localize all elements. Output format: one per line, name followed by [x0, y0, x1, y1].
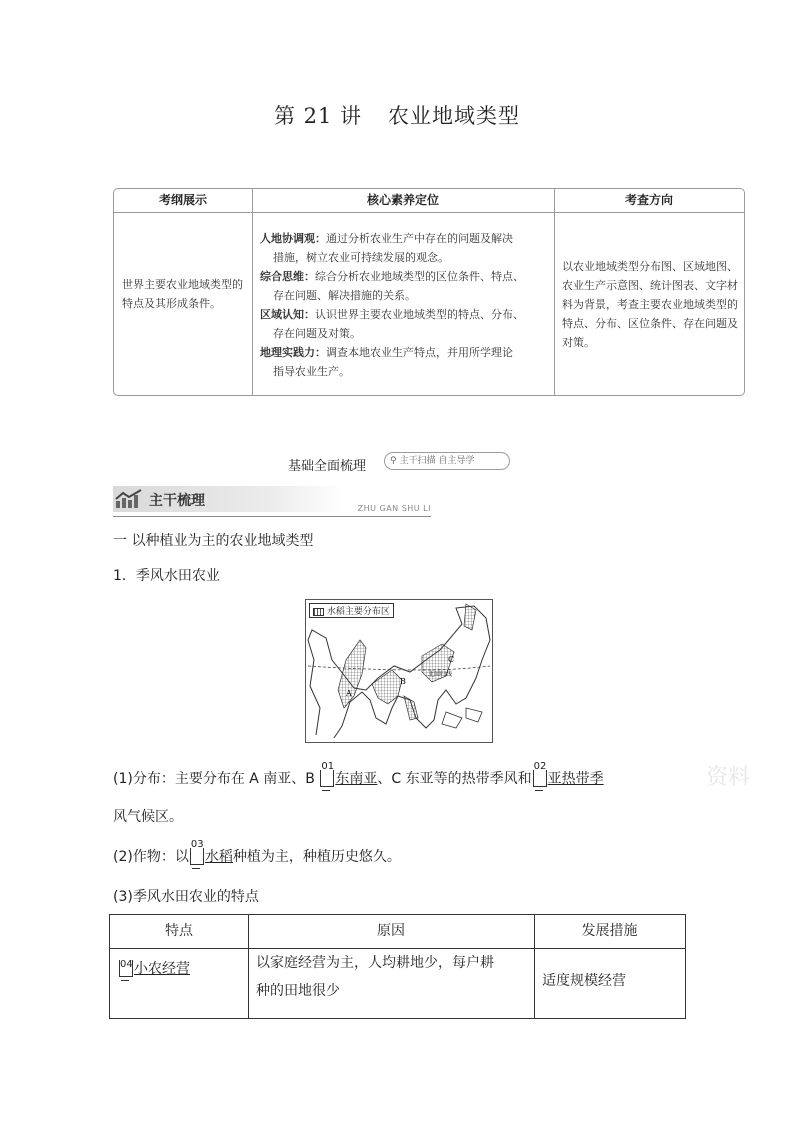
features-table [109, 914, 686, 1019]
section-pill: ⚲ 主干扫描 自主导学 [384, 452, 510, 470]
page-title: 第 21 讲 农业地域类型 [273, 104, 521, 128]
map-label-tropic: 北回归线 [428, 671, 453, 678]
rice-distribution-map [305, 599, 493, 743]
map-legend: 水稻主要分布区 [309, 603, 394, 618]
exam-direction-cell: 以农业地域类型分布图、区域地图、农业生产示意图、统计图表、文字材料为背景，考查主要农业地域类型的特点、分布、区位条件、存在问题及对策。 [562, 260, 738, 349]
measure-cell: 适度规模经营 [542, 973, 626, 989]
distribution-paragraph-cont: 风气候区。 [113, 809, 183, 825]
core-literacy-cell: 人地协调观：通过分析农业生产中存在的问题及解决 措施，树立农业可持续发展的观念。 综合思维：综合分析农业地域类型的区位条件、特点、 存在问题、解决措施的关系。 区域认知：认识世界主要农业地域类型的特点、分布、 存在问题及对策。 地理实践力：调查本地农业生产特点，并用所学理论 指导农业生产。 [260, 232, 524, 378]
blank-number-03: 03 [190, 848, 204, 866]
answer-01: 东南亚 [335, 771, 378, 787]
map-label-a: A [346, 689, 352, 698]
legend-swatch-icon [313, 608, 324, 616]
header-syllabus: 考纲展示 [158, 193, 207, 207]
distribution-paragraph: (1)分布：主要分布在 A 南亚、B 01 东南亚、C 东亚等的热带季风和 02 亚热带季 [113, 768, 604, 788]
asia-map-graphic [306, 600, 492, 742]
magnifier-icon: ⚲ [390, 456, 397, 466]
crop-paragraph: (2)作物：以 03 水稻种植为主，种植历史悠久。 [113, 846, 401, 866]
map-label-b: B [400, 677, 406, 686]
answer-04: 小农经营 [134, 961, 190, 977]
features-table-header [110, 915, 685, 949]
section-title: 基础全面梳理 [288, 459, 367, 474]
section-banner [113, 486, 431, 518]
answer-03: 水稻 [204, 849, 233, 865]
banner-subtitle: ZHU GAN SHU LI [357, 504, 431, 513]
map-label-c: C [448, 655, 455, 664]
syllabus-table [113, 188, 745, 396]
header-exam-direction: 考查方向 [624, 193, 673, 207]
features-heading: (3)季风水田农业的特点 [113, 889, 259, 905]
header-reason: 原因 [377, 923, 405, 939]
syllabus-cell: 世界主要农业地域类型的特点及其形成条件。 [122, 278, 243, 310]
banner-title: 主干梳理 [149, 493, 205, 509]
answer-02: 亚热带季 [547, 771, 604, 787]
reason-cell: 以家庭经营为主，人均耕地少，每户耕 种的田地很少 [256, 955, 494, 999]
blank-number-01: 01 [320, 770, 334, 788]
watermark: 资料 [706, 765, 751, 790]
header-measure: 发展措施 [581, 923, 638, 939]
table-header-row [114, 189, 744, 213]
heading-planting-agriculture: 一 以种植业为主的农业地域类型 [113, 533, 314, 549]
blank-number-04: 04 [119, 960, 133, 978]
header-feature: 特点 [165, 923, 193, 939]
heading-monsoon-paddy: 1．季风水田农业 [113, 568, 220, 584]
trend-chart-icon [115, 489, 143, 509]
blank-number-02: 02 [533, 770, 547, 788]
header-core-literacy: 核心素养定位 [366, 193, 439, 207]
feature-cell [118, 955, 190, 983]
